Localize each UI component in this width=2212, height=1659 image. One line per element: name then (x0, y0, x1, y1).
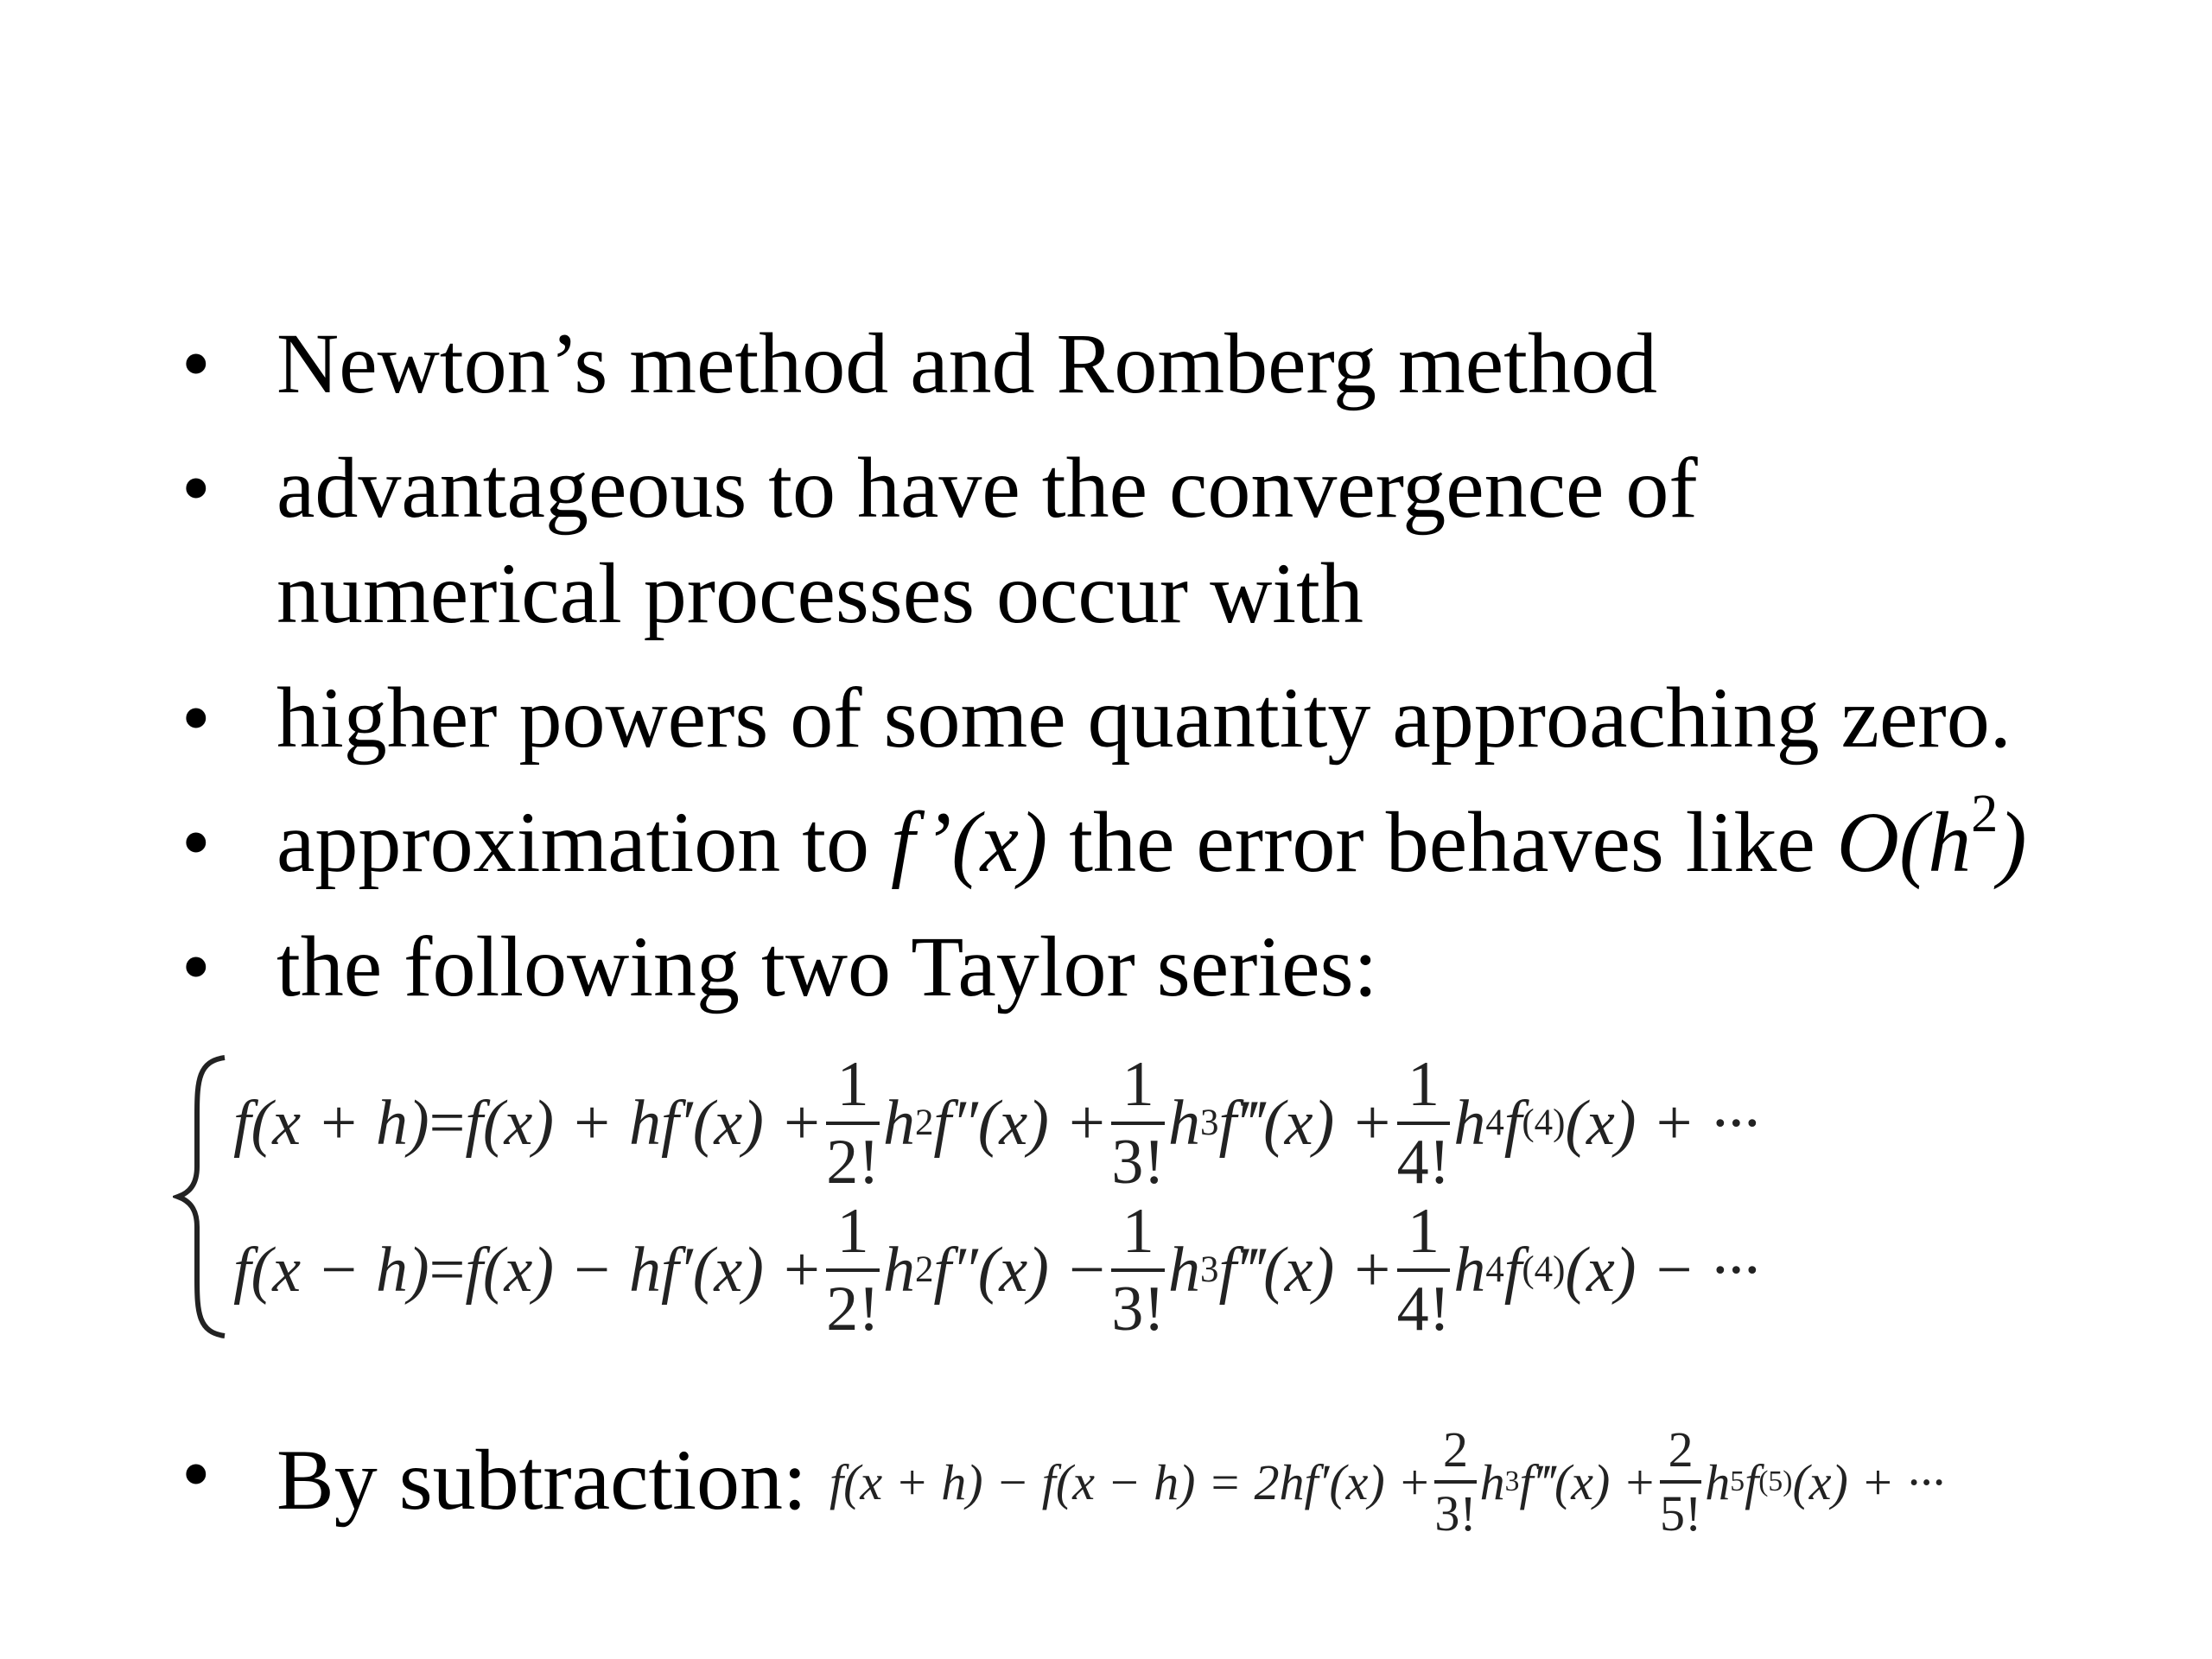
taylor-series-system (173, 1049, 1987, 1344)
fraction (1434, 1421, 1477, 1541)
fraction (826, 1049, 880, 1198)
bullet-item (181, 914, 2134, 1020)
numerator: 1 (826, 1199, 880, 1272)
eq-term: (x) + ··· (1792, 1453, 1945, 1510)
taylor-equation-minus: f(x − h) = f(x) − hf′(x) + $\frac{1}{2!}$ h 2 f″(x) − $\frac{1}{3!}$ h 3 f‴(x) + $\frac{1}{4!}$ h 4 f (4) (x) − ··· (233, 1196, 1759, 1344)
derivative-notation: f’(x) (891, 794, 1048, 890)
numerator: 1 (1397, 1199, 1451, 1272)
bullet-item (181, 435, 2134, 646)
bullet-item (181, 311, 2134, 416)
eq-term: f(x + h) − f(x − h) = 2hf′(x) + (830, 1453, 1432, 1510)
numerator: 1 (1111, 1199, 1165, 1272)
fraction (1111, 1049, 1166, 1198)
denominator: 3! (1111, 1274, 1166, 1344)
fraction (1659, 1421, 1702, 1541)
bullet-dot: • (181, 796, 211, 888)
taylor-equation-plus: f(x + h) = f(x) + hf′(x) + $\frac{1}{2!}$ h 2 f″(x) + $\frac{1}{3!}$ h 3 f‴(x) + $\frac{1}{4!}$ h 4 f (4) (x) + ··· (233, 1049, 1759, 1198)
eq-term: h (1453, 1087, 1486, 1159)
fraction (1111, 1196, 1166, 1344)
eq-term: f‴(x) + (1218, 1087, 1394, 1159)
eq-term: (x) − ··· (1565, 1234, 1759, 1306)
bullet-text: numerical processes occur with (276, 545, 1363, 641)
bullet-dot: • (181, 920, 211, 1013)
exponent: 2 (1971, 785, 1999, 843)
numerator: 1 (1397, 1052, 1451, 1125)
numerator: 2 (1660, 1425, 1701, 1484)
numerator: 2 (1434, 1425, 1476, 1484)
bullet-text: Newton’s method and Romberg method (276, 315, 1657, 411)
bullet-text: higher powers of some quantity approaching zero. (276, 670, 2012, 766)
eq-term: f(x) + hf′(x) + (465, 1087, 823, 1159)
denominator: 3! (1434, 1485, 1477, 1541)
denominator: 2! (826, 1274, 880, 1344)
denominator: 3! (1111, 1127, 1166, 1198)
eq-term: f (1503, 1234, 1522, 1306)
bullet-dot: • (181, 442, 211, 534)
eq-lhs: f(x − h) (233, 1234, 429, 1306)
eq-term: h (882, 1234, 915, 1306)
bullet-dot: • (181, 317, 211, 410)
bullet-text: the following two Taylor series: (276, 918, 1378, 1014)
numerator: 1 (1111, 1052, 1165, 1125)
eq-term: h (1705, 1453, 1731, 1510)
big-o-notation: O(h (1836, 794, 1972, 890)
eq-term: f‴(x) + (1218, 1234, 1394, 1306)
denominator: 4! (1396, 1274, 1451, 1344)
bullet-text: advantageous to have the convergence of (276, 440, 1698, 536)
eq-term: h (1453, 1234, 1486, 1306)
bullet-list (181, 311, 2134, 1020)
fraction (1396, 1196, 1451, 1344)
eq-term: h (882, 1087, 915, 1159)
big-o-close: ) (1998, 794, 2027, 890)
bullet-text-middle: the error behaves like (1047, 794, 1837, 890)
eq-sign: = (429, 1087, 466, 1159)
eq-term: h (1168, 1234, 1201, 1306)
bullet-item (181, 785, 2134, 895)
subtraction-label: By subtraction: (276, 1432, 807, 1528)
eq-sign: = (429, 1234, 466, 1306)
subtraction-bullet (181, 1417, 2195, 1547)
eq-term: f″(x) − (933, 1234, 1109, 1306)
fraction (826, 1196, 880, 1344)
eq-lhs: f(x + h) (233, 1087, 429, 1159)
left-brace-icon (173, 1054, 233, 1339)
numerator: 1 (826, 1052, 880, 1125)
eq-term: f″(x) + (933, 1087, 1109, 1159)
eq-term: f (1745, 1453, 1759, 1510)
subtraction-equation: f(x + h) − f(x − h) = 2hf′(x) + $\frac{2}{3!}$ h 3 f‴(x) + $\frac{2}{5!}$ h 5 f (5) (x) + ··· (830, 1421, 1945, 1541)
eq-term: h (1479, 1453, 1505, 1510)
eq-term: f(x) − hf′(x) + (465, 1234, 823, 1306)
bullet-item (181, 665, 2134, 771)
eq-term: f‴(x) + (1519, 1453, 1656, 1510)
eq-term: (x) + ··· (1565, 1087, 1759, 1159)
eq-term: f (1503, 1087, 1522, 1159)
bullet-dot: • (181, 671, 211, 764)
fraction (1396, 1049, 1451, 1198)
denominator: 2! (826, 1127, 880, 1198)
denominator: 5! (1659, 1485, 1702, 1541)
bullet-text (276, 785, 2134, 895)
bullet-text-prefix: approximation to (276, 794, 891, 890)
bullet-dot: • (181, 1427, 211, 1520)
denominator: 4! (1396, 1127, 1451, 1198)
eq-term: h (1168, 1087, 1201, 1159)
